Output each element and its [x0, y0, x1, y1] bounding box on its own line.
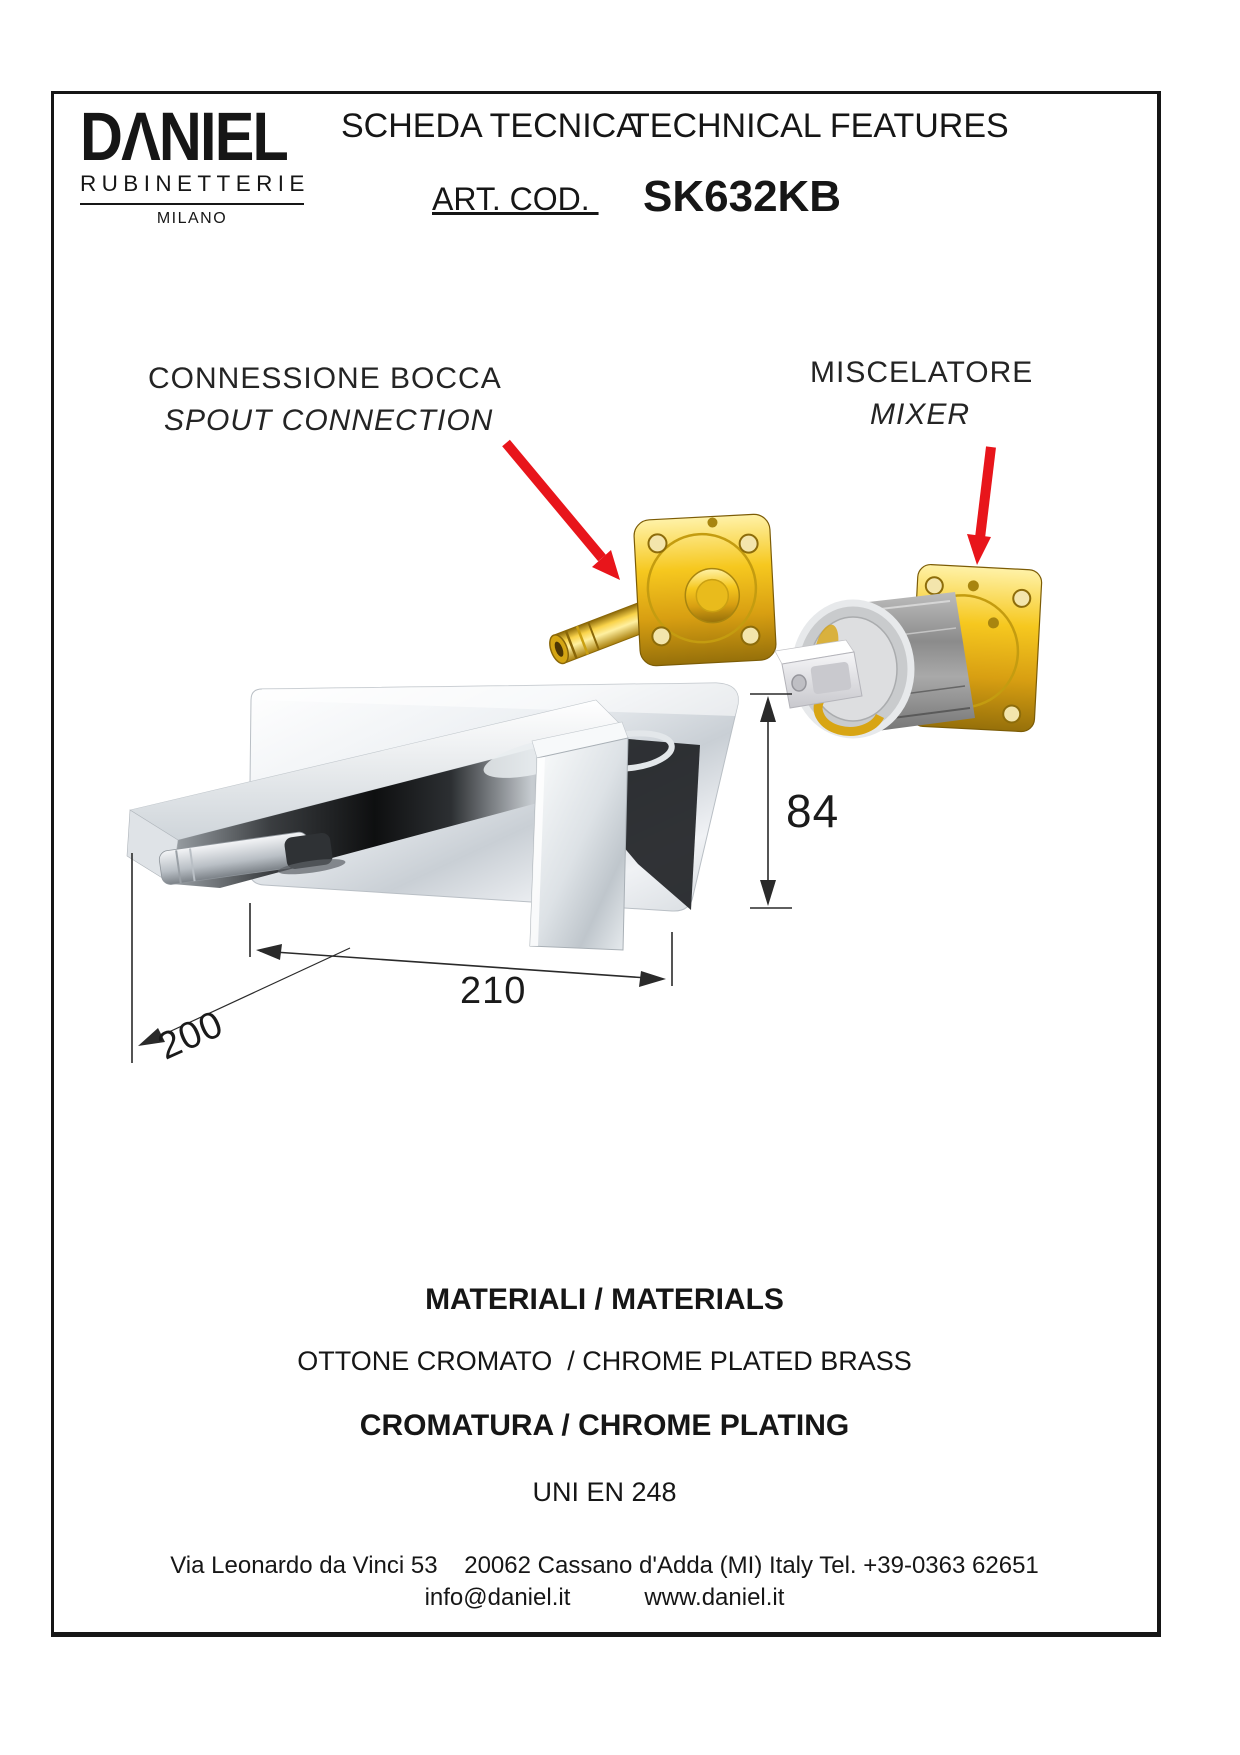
callout-spout-connection-en: SPOUT CONNECTION: [164, 404, 494, 437]
plating-standard: UNI EN 248: [532, 1477, 677, 1507]
mixer-callout-arrow: [967, 447, 991, 565]
dimension-label-200: 200: [152, 1002, 230, 1069]
plating-heading: CROMATURA / CHROME PLATING: [359, 1409, 850, 1442]
callout-mixer-en: MIXER: [870, 398, 971, 431]
brand-subtitle: RUBINETTERIE: [80, 171, 304, 205]
company-email: info@daniel.it: [424, 1584, 571, 1611]
title-english: TECHNICAL FEATURES: [629, 107, 1009, 145]
footer-contacts: [51, 1584, 1158, 1612]
dimension-label-84: 84: [786, 785, 840, 837]
callout-mixer-it: MISCELATORE: [810, 356, 1034, 389]
title-italian: SCHEDA TECNICA: [341, 107, 639, 145]
materials-value: OTTONE CROMATO / CHROME PLATED BRASS: [297, 1346, 912, 1376]
company-website: www.daniel.it: [644, 1584, 785, 1611]
faucet-handle: [530, 722, 628, 950]
callout-spout-connection-it: CONNESSIONE BOCCA: [148, 362, 502, 395]
spout-callout-arrow: [506, 443, 620, 580]
mixer-part: [775, 564, 1042, 735]
brand-city: MILANO: [156, 210, 228, 227]
company-address: Via Leonardo da Vinci 53 20062 Cassano d'Adda (MI) Italy Tel. +39-0363 62651: [170, 1552, 1039, 1579]
materials-heading: MATERIALI / MATERIALS: [425, 1283, 784, 1316]
article-code-label: ART. COD.: [432, 181, 599, 217]
article-code-value: SK632KB: [643, 172, 842, 221]
dimension-label-210: 210: [460, 970, 527, 1012]
brand-name: DΛNIEL: [80, 97, 288, 175]
